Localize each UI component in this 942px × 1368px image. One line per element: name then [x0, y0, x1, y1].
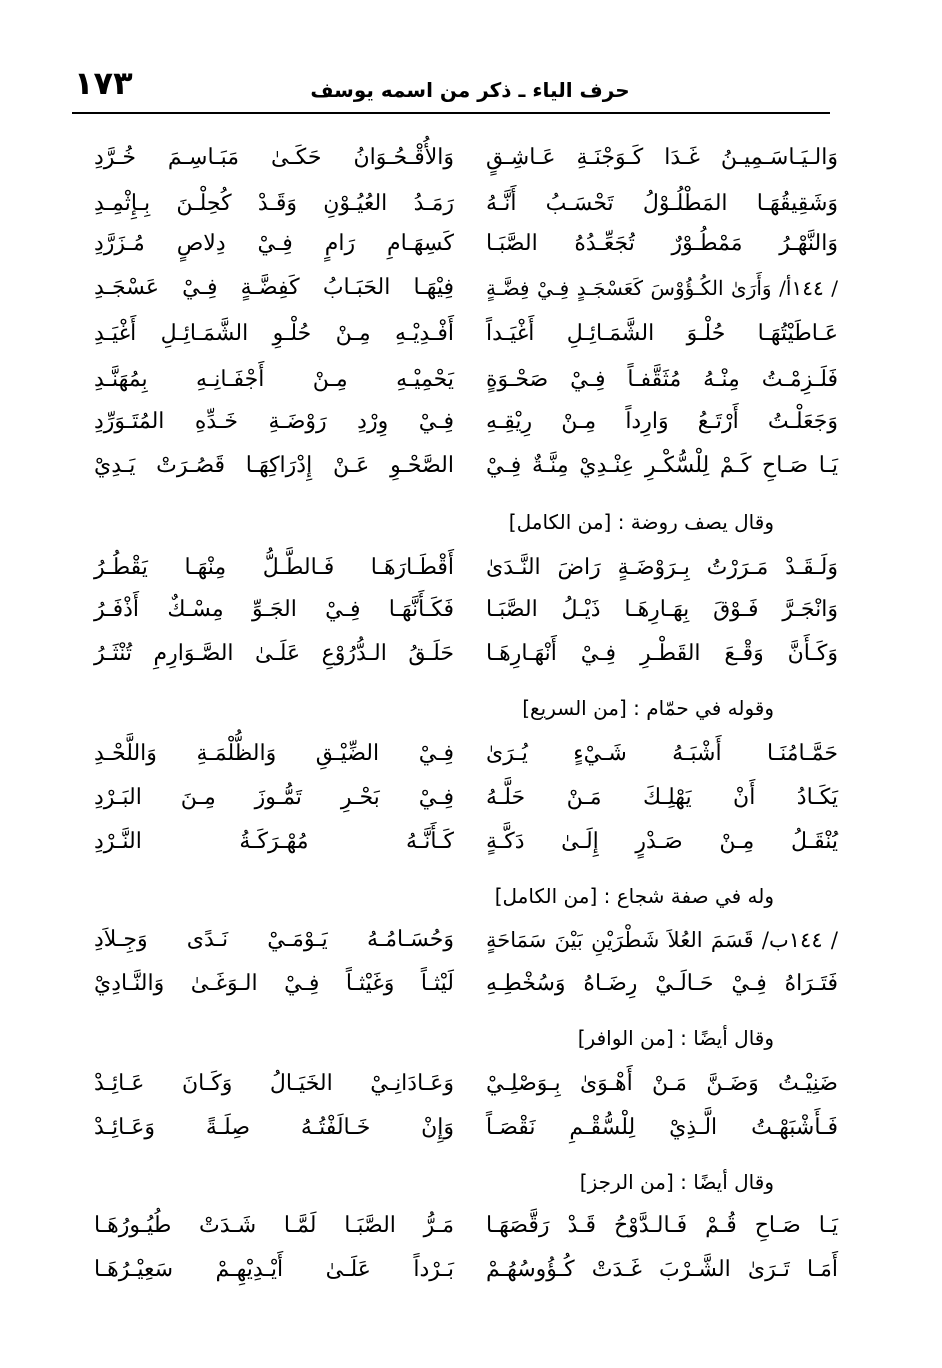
first-hemistich: وَالـيَـاسَـمِيـنُ غَـدَا كَـوَجْنَـةِ عَـاشِـقٍ: [486, 145, 838, 170]
first-hemistich: وَجَعَلْـتُ أَرْتَـعُ وَارِداً مِـنْ رِيْقِـهِ: [486, 409, 838, 434]
second-hemistich: فِـيْ بَحْـرِ تَمُّـوزَ مِـنَ البَـرْدِ: [94, 785, 454, 810]
poem-heading: وقوله في حمّام : [من السريع]: [522, 696, 774, 720]
verse-row: [72, 224, 838, 264]
verse-row: [72, 184, 838, 224]
second-hemistich: وَعَـادَانِـيْ الخَيَـالُ وَكَـانَ عَـائِـدْ: [94, 1071, 454, 1096]
first-hemistich: حَمَّـامُنَـا أَشْبَـهُ شَـيْءٍ يُـرَىٰ: [486, 741, 838, 766]
verse-row: [72, 964, 838, 1004]
first-hemistich: وَشَقِيقُهَـا المَطْلُـوْلُ تَحْسَـبُ أَنَّـهُ: [486, 191, 838, 216]
first-hemistich: فَلَـزِمْـتُ مِنْـهُ مُثَقَّفـاً فِـيْ صَحْـوَةٍ: [486, 367, 838, 392]
second-hemistich: وَإِنْ خَـالَفْتُـهُ صِلَـةً وَعَـائِـدْ: [94, 1115, 454, 1140]
verse-row: [72, 1206, 838, 1246]
first-hemistich: يَكَـادُ أَنْ يَهْلِـكَ مَـنْ حَلَّـهُ: [486, 785, 838, 810]
verse-row: [72, 314, 838, 354]
first-hemistich: فَتَـرَاهُ فِـيْ حَـالَـيْ رِضَـاهُ وَسُخْطِـهِ: [486, 971, 838, 996]
verse-row: [72, 402, 838, 442]
first-hemistich: أَمَـا تَـرَىٰ الشَّـرْبَ غَـدَتْ كُـؤُوسُهُـمْ: [486, 1257, 838, 1282]
first-hemistich: وَالنَّهْـرُ مَمْطُـوْرٌ تُجَعِّـدُهُ الصَّبَـا: [486, 231, 838, 256]
second-hemistich: أَقْطَـارَهَـا فَـالطَّـلُّ مِنْهَـا يَقْطُـرُ: [94, 555, 454, 580]
verse-row: [72, 734, 838, 774]
verse-row: [72, 268, 838, 308]
first-hemistich: وَلَـقَـدْ مَـرَرْتُ بِـرَوْضَـةٍ رَاضَ النَّـدَىٰ: [486, 555, 838, 580]
second-hemistich: فَكَـأَنَّهَـا فِـيْ الجَـوِّ مِسْـكٌ أَذْفَـرُ: [94, 597, 454, 622]
second-hemistich: لَيْثـاً وَغَيْثـاً فِـيْ الـوَغَـىٰ وَالنَّـادِيْ: [94, 971, 454, 996]
first-hemistich: يَـا صَـاحِ كَـمْ لِلْسُّكْـرِ عِنْـدِيْ مِنَّـةٌ فِـيْ: [486, 453, 838, 478]
poem-heading: وقال أيضًا : [من الرجز]: [579, 1170, 774, 1194]
verse-row: [72, 1250, 838, 1290]
first-hemistich: عَـاطَيْتُهَـا حُلْـوَ الشَّمَـائِـلِ أَغْيَـداً: [486, 321, 838, 346]
first-hemistich: وَكَـأَنَّ وَقْـعَ القَطْـرِ فِـيْ أَنْهَـارِهَـا: [486, 641, 838, 666]
second-hemistich: وَالأُقْـحُـوَانُ حَكَـىٰ مَبَـاسِـمَ خُـرَّدِ: [94, 145, 454, 170]
second-hemistich: كَسِهَـامِ رَامٍ فِـيْ دِلاصٍ مُـزَرَّدِ: [94, 231, 454, 256]
second-hemistich: يَحْمِيْـهِ مِـنْ أَجْفَـانِـهِ بِمُهَنَّـدِ: [94, 367, 454, 392]
second-hemistich: فِـيْ وِرْدِ رَوْضَـةِ خَـدِّهِ المُتَـوَرِّدِ: [94, 409, 454, 434]
verse-row: [72, 1108, 838, 1148]
verse-row: [72, 920, 838, 960]
first-hemistich: وَانْجَـرَّ فَـوْقَ بِهَـارِهَـا ذَيْـلُ الصَّبَـا: [486, 597, 838, 622]
first-hemistich: ضَنِيْـتُ وَضَـنَّ مَـنْ أَهْـوَىٰ بِـوَصْلِـيْ: [486, 1071, 838, 1096]
first-hemistich: يَـا صَـاحِ قُـمْ فَـالـدَّوْحُ قَـدْ رَقَّصَهَـا: [486, 1213, 838, 1238]
verse-row: [72, 360, 838, 400]
verse-row: [72, 138, 838, 178]
second-hemistich: مَـرُّ الصَّبَـا لَمَّـا شَـدَتْ طُيُـورُهَـا: [94, 1213, 454, 1238]
second-hemistich: فِـيْ الضِّيْـقِ وَالظُّلْمَـةِ وَاللَّحْـدِ: [94, 741, 454, 766]
first-hemistich: يُنْقَـلُ مِـنْ صَـدْرٍ إِلَـىٰ دَكَّـةٍ: [486, 829, 838, 854]
second-hemistich: بَـرْداً عَلَـىٰ أَيْـدِيْهِـمْ سَعِيْـرُهَـا: [94, 1257, 454, 1282]
second-hemistich: فِيْهَـا الحَبَـابُ كَفِضَّـةٍ فِـيْ عَسْجَـدِ: [94, 275, 454, 300]
page-number: ١٧٣: [74, 64, 133, 102]
poem-heading: وله في صفة شجاع : [من الكامل]: [494, 884, 774, 908]
second-hemistich: حَلَـقُ الـدُّرُوْعِ عَلَـىٰ الصَّـوَارِمِ تُنْثَـرُ: [94, 641, 454, 666]
verse-row: [72, 778, 838, 818]
poem-heading: وقال أيضًا : [من الوافر]: [577, 1026, 774, 1050]
second-hemistich: الصَّحْـوِ عَـنْ إِدْرَاكِهَـا قَصُـرَتْ يَـدِيْ: [94, 453, 454, 478]
verse-row: [72, 634, 838, 674]
second-hemistich: أَفْـدِيْـهِ مِـنْ حُلْـوِ الشَّمَـائِـلِ أَغْيَـدِ: [94, 321, 454, 346]
verse-row: [72, 446, 838, 486]
second-hemistich: رَمَـدُ العُيُـوْنِ وَقَـدْ كُحِلْـنَ بِـإِثْمِـدِ: [94, 191, 454, 216]
poem-heading: وقال يصف روضة : [من الكامل]: [508, 510, 774, 534]
verse-row: [72, 1064, 838, 1104]
first-hemistich: / ١٤٤أ/ وَأَرَىٰ الكُـؤُوْسَ كَعَسْجَـدٍ فِـيْ فِضَّـةٍ: [486, 276, 838, 300]
first-hemistich: / ١٤٤ب/ قَسَمَ العُلاَ شَطْرَيْنِ بَيْنَ سَمَاحَةٍ: [486, 928, 838, 952]
running-head: حرف الياء ـ ذكر من اسمه يوسف: [310, 78, 630, 102]
verse-row: [72, 822, 838, 862]
verse-row: [72, 590, 838, 630]
first-hemistich: فَـأَشْبَهْـتُ الَّـذِيْ لِلْسُّقْـمِ نَقْصَـاً: [486, 1115, 838, 1140]
second-hemistich: كَـأَنَّـهُ مُهْـرَكَـةُ النَّـرْدِ: [94, 829, 454, 854]
verse-row: [72, 548, 838, 588]
second-hemistich: وَحُسَـامُـهُ يَـوْمَـيْ نَـدًى وَجِـلاَدِ: [94, 927, 454, 952]
